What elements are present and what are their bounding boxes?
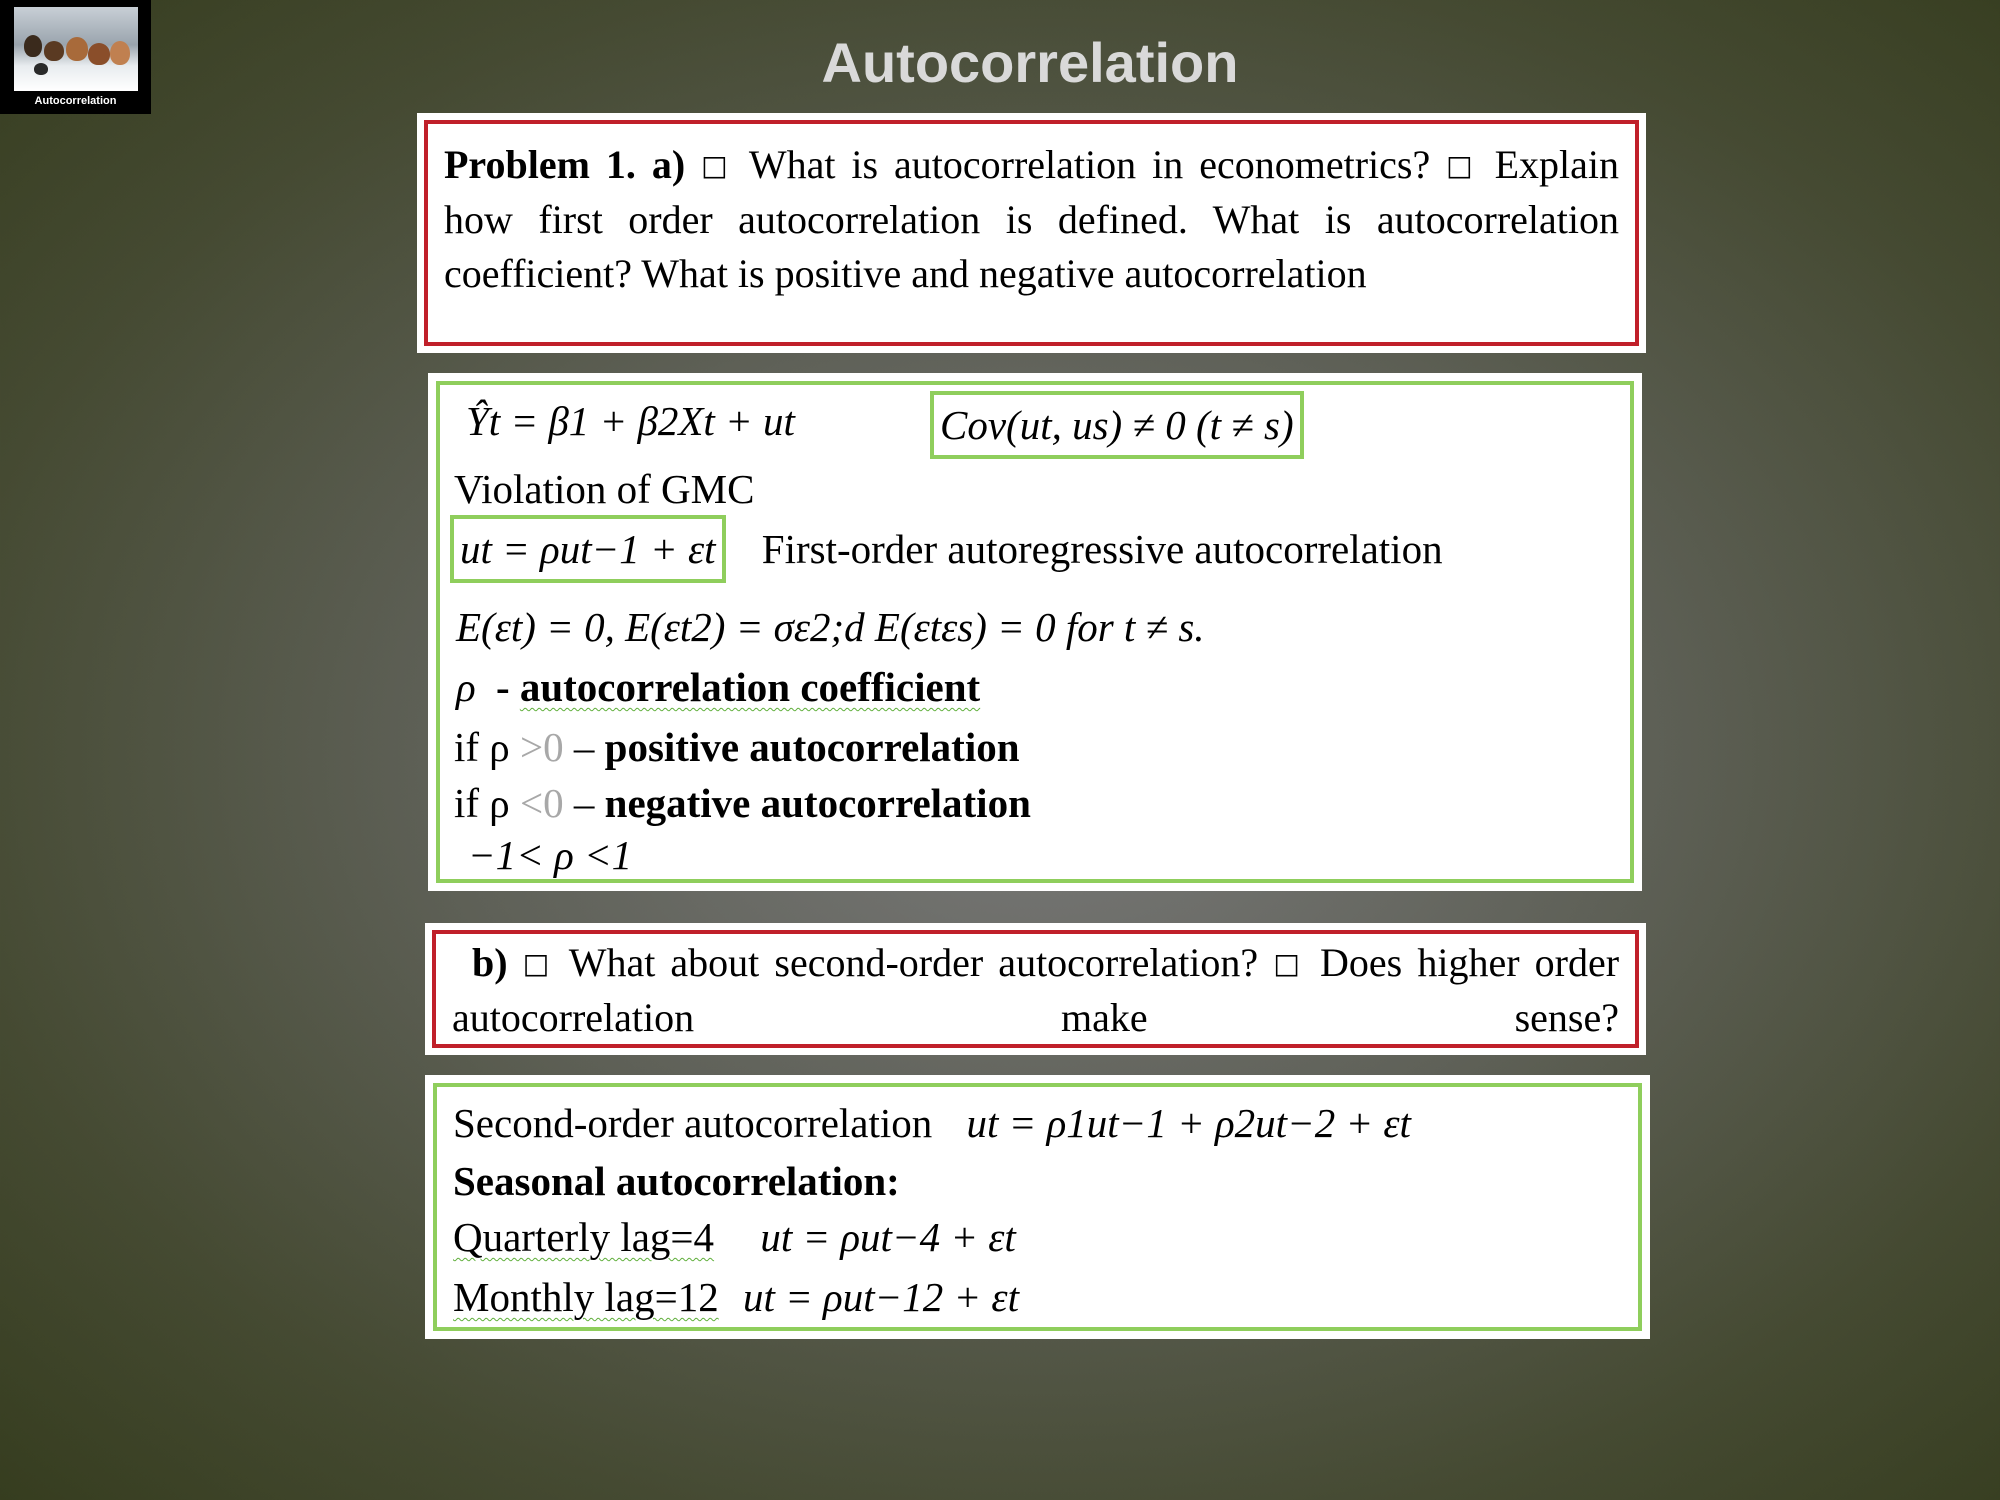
problem-b-panel: [425, 923, 1646, 1055]
positive-prefix: if ρ: [454, 724, 510, 770]
seasonal-panel: [425, 1075, 1650, 1339]
rho-symbol: ρ: [456, 664, 476, 710]
rho-dash: -: [495, 664, 510, 710]
violation-text: Violation of GMC: [454, 466, 755, 512]
negative-dash: –: [573, 780, 595, 826]
question-higher-order: Does higher order autocorrelation make sense?: [452, 940, 1620, 1040]
checkbox-glyph: □: [701, 149, 734, 182]
error-assumptions: E(εt) = 0, E(εt2) = σε2;d E(εtεs) = 0 for t ≠ s.: [456, 604, 1205, 650]
slide-title: Autocorrelation: [821, 31, 1239, 94]
positive-label: positive autocorrelation: [604, 724, 1020, 770]
problem-label: Problem 1.: [444, 142, 636, 187]
problem-a-text: [444, 138, 1619, 301]
checkbox-glyph-4: □: [1273, 947, 1305, 980]
negative-prefix: if ρ: [454, 780, 510, 826]
seasonal-label: Seasonal autocorrelation:: [453, 1158, 900, 1204]
rho-range: −1< ρ <1: [468, 832, 633, 878]
negative-condition: <0: [520, 780, 564, 826]
thumbnail-label: Autocorrelation: [34, 95, 117, 107]
problem-a-panel: [417, 113, 1646, 353]
regression-equation: Ŷt = β1 + β2Xt + ut: [466, 398, 795, 444]
question-second-order: What about second-order autocorrelation?: [568, 940, 1259, 985]
monthly-label: Monthly lag=12: [453, 1274, 719, 1320]
checkbox-glyph-2: □: [1446, 149, 1479, 182]
positive-condition: >0: [520, 724, 564, 770]
quarterly-equation: ut = ρut−4 + εt: [760, 1214, 1016, 1260]
quarterly-label: Quarterly lag=4: [453, 1214, 715, 1260]
rho-label: autocorrelation coefficient: [519, 664, 981, 710]
positive-dash: –: [573, 724, 595, 770]
ar1-equation: ut = ρut−1 + εt: [450, 515, 726, 583]
question-explain: Explain how first order autocorrelation is defined. What is autocorrelation coefficient? What is positive and negative autocorrelation: [444, 142, 1619, 296]
second-order-label: Second-order autocorrelation: [453, 1100, 933, 1146]
negative-label: negative autocorrelation: [604, 780, 1031, 826]
second-order-equation: ut = ρ1ut−1 + ρ2ut−2 + εt: [966, 1100, 1411, 1146]
checkbox-glyph-3: □: [522, 947, 555, 980]
definitions-panel: [428, 373, 1642, 891]
monthly-equation: ut = ρut−12 + εt: [742, 1274, 1019, 1320]
ar1-label: First-order autoregressive autocorrelation: [761, 526, 1443, 572]
question-what-is: What is autocorrelation in econometrics?: [748, 142, 1431, 187]
part-b-label: b): [472, 940, 508, 985]
part-a-label: a): [651, 142, 686, 187]
covariance-condition: Cov(ut, us) ≠ 0 (t ≠ s): [930, 391, 1304, 459]
